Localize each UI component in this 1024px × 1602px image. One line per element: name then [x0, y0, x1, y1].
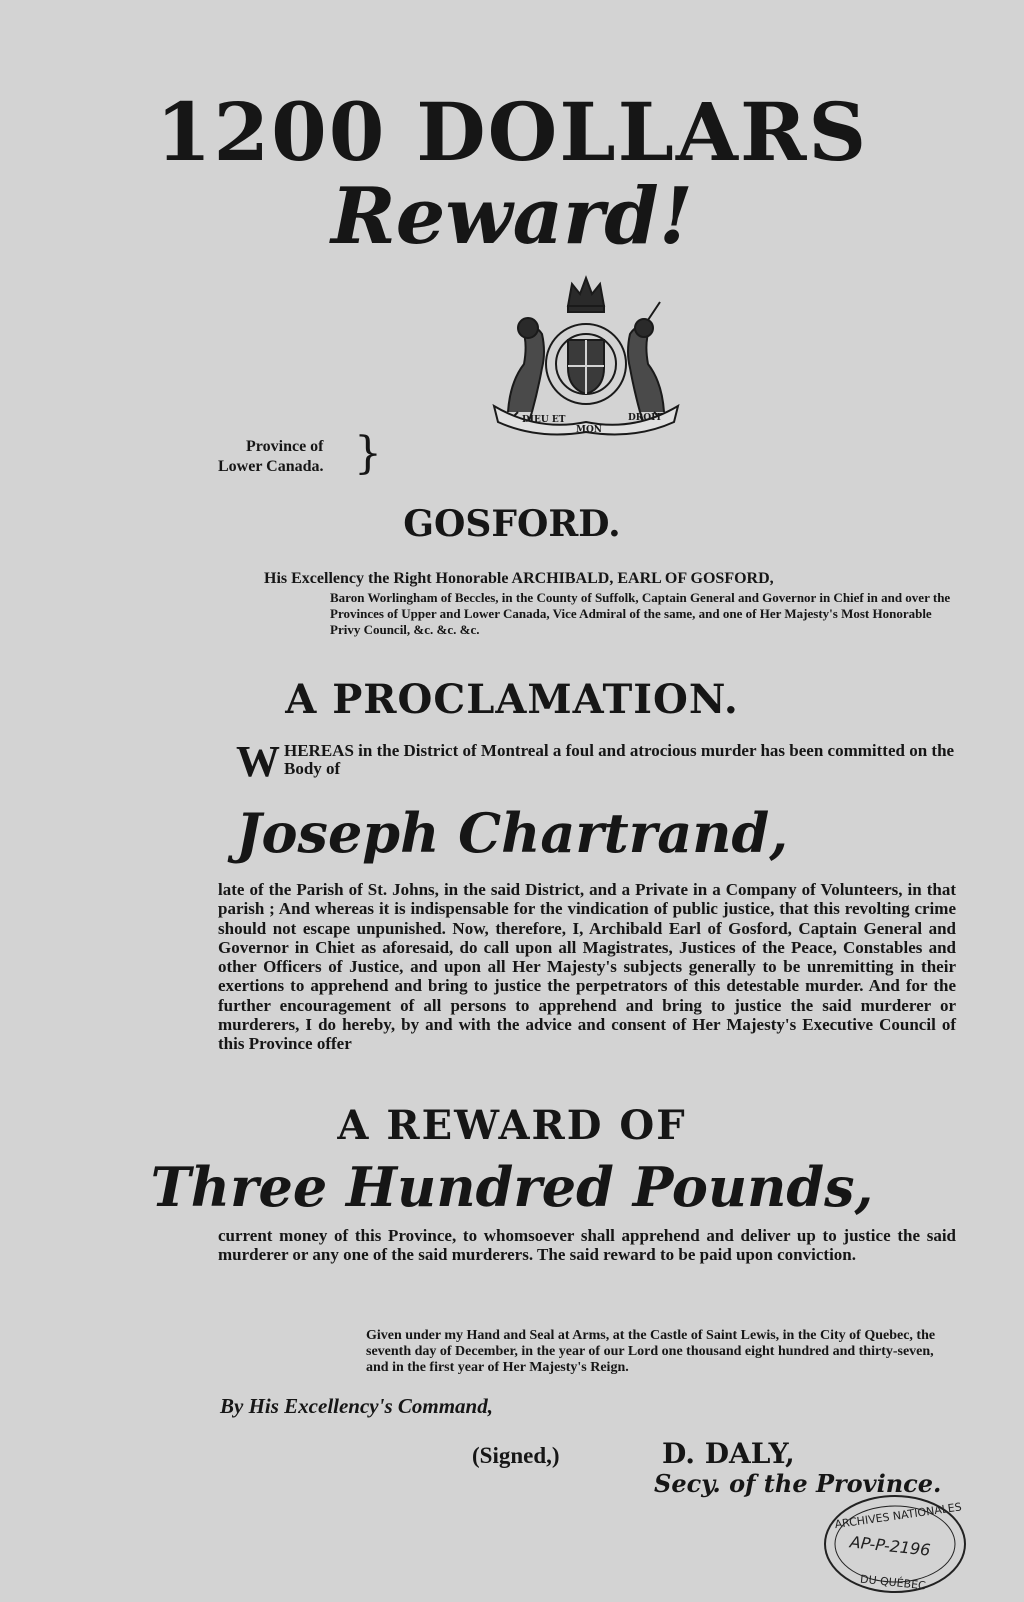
motto-right: DROIT	[628, 413, 663, 423]
stamp-bottom-text: DU QUÉBEC	[859, 1572, 927, 1593]
issuer-titles-line1: His Excellency the Right Honorable ARCHIBALD, EARL OF GOSFORD,	[264, 570, 774, 587]
stamp-reference: AP-P-2196	[848, 1532, 932, 1560]
headline: 1200 DOLLARS	[155, 85, 869, 179]
motto-left: DIEU ET	[522, 415, 566, 425]
currency-paragraph: current money of this Province, to whomsoever shall apprehend and deliver up to justice the said murderer or any one of the said murderers. The said reward to be paid upon conviction.	[218, 1226, 956, 1264]
body-paragraph: late of the Parish of St. Johns, in the said District, and a Private in a Company of Volunteers, in that parish ; And whereas it is indispensable for the vindication of public justice, that this revolting crime should not escape unpunished. Now, therefore, I, Archibald Earl of Gosford, Captain General and Governor in Chiet as aforesaid, do call upon all Magistrates, Justices of the Peace, Constables and other Officers of Justice, and upon all Her Majesty's subjects generally to be unremitting in their exertions to apprehend and bring to justice the perpetrators of this detestable murder. And for the further encouragement of all persons to apprehend and bring to justice the said murderer or murderers, I do hereby, by and with the advice and consent of Her Majesty's Executive Council of this Province offer	[218, 880, 956, 1054]
issuer-name: GOSFORD.	[403, 503, 621, 545]
motto-center: MON	[576, 425, 603, 435]
royal-coat-of-arms	[488, 272, 684, 440]
province-label	[218, 437, 324, 477]
whereas-paragraph	[236, 737, 956, 786]
archive-stamp	[820, 1490, 970, 1598]
proclamation-heading: A PROCLAMATION.	[285, 676, 739, 723]
reward-word: Reward!	[330, 171, 693, 262]
command-line: By His Excellency's Command,	[220, 1394, 493, 1418]
signer-title: Secy. of the Province.	[654, 1469, 942, 1498]
reward-amount: Three Hundred Pounds,	[150, 1155, 874, 1219]
stamp-top-text: ARCHIVES NATIONALES	[833, 1500, 963, 1532]
given-under-paragraph: Given under my Hand and Seal at Arms, at the Castle of Saint Lewis, in the City of Quebec, the seventh day of December, in the year of our Lord one thousand eight hundred and thirty-seven, and in the first year of Her Majesty's Reign.	[366, 1328, 936, 1375]
province-brace: }	[354, 428, 382, 479]
province-line1: Province of	[246, 438, 324, 455]
issuer-titles-rest: Baron Worlingham of Beccles, in the County of Suffolk, Captain General and Governor in Chief in and over the Provinces of Upper and Lower Canada, Vice Admiral of the same, and one of Her Majesty's Most Honorable Privy Council, &c. &c. &c.	[330, 590, 951, 637]
signer-name: D. DALY,	[662, 1437, 795, 1470]
drop-cap: W	[236, 737, 280, 786]
province-line2: Lower Canada.	[218, 458, 324, 475]
whereas-text: HEREAS in the District of Montreal a foul and atrocious murder has been committed on the Body of	[284, 741, 955, 778]
reward-of-heading: A REWARD OF	[337, 1102, 687, 1149]
signed-label: (Signed,)	[472, 1443, 560, 1468]
victim-name: Joseph Chartrand,	[235, 801, 789, 865]
